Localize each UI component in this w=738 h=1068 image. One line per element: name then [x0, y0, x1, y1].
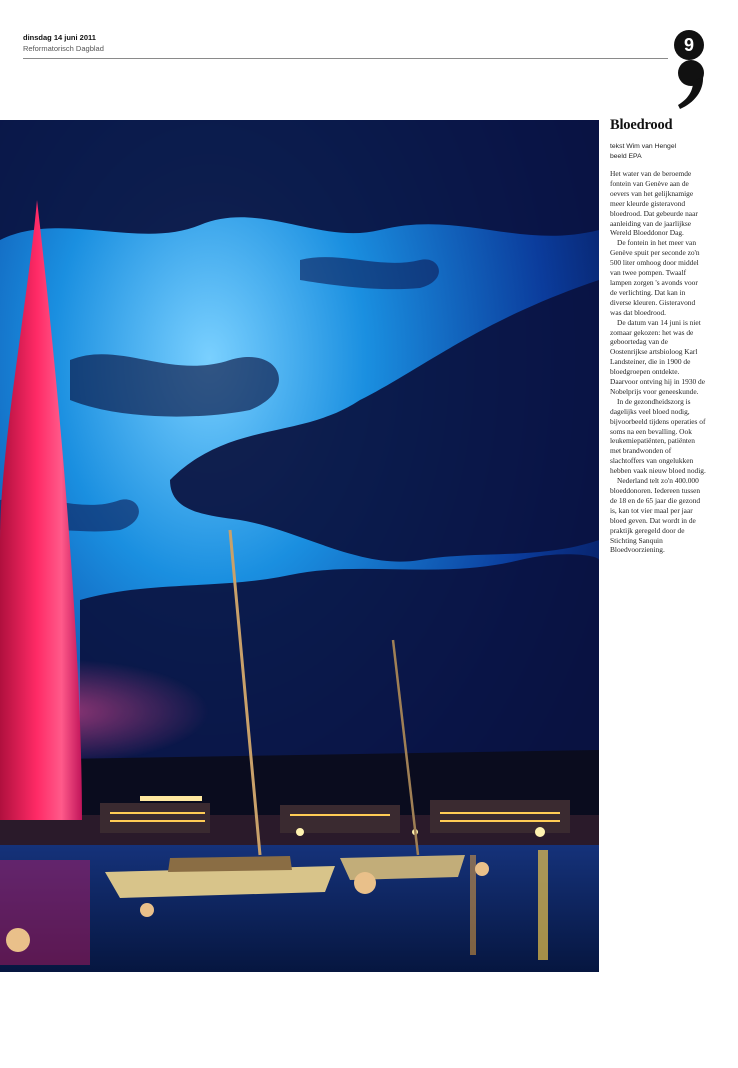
masthead	[23, 33, 104, 53]
publication-name: Reformatorisch Dagblad	[23, 44, 104, 53]
article-paragraph: De datum van 14 juni is niet zomaar gekozen: het was de geboortedag van de Oostenrijkse artsbioloog Karl Landsteiner, die in 1900 de bloedgroepen ontdekte. Daarvoor ontving hij in 1930 de Nobelprijs voor geneeskunde.	[610, 317, 706, 396]
article-paragraph: Nederland telt zo'n 400.000 bloeddonoren. Iedereen tussen de 18 en de 65 jaar die gezond is, kan tot vier maal per jaar bloed geven. Dat wordt in de praktijk geregeld door de Stichting Sanquin Bloedvoorziening.	[610, 476, 701, 555]
header-rule	[23, 58, 668, 59]
issue-date: dinsdag 14 juni 2011	[23, 33, 96, 42]
article-body	[610, 169, 706, 555]
article-sidebar	[610, 117, 706, 555]
photo-credit: beeld EPA	[610, 152, 642, 160]
page-number: 9	[674, 30, 704, 60]
comma-logo-icon	[672, 58, 708, 110]
article-paragraph: Het water van de beroemde fontein van Genève aan de oevers van het gelijknamige meer kleurde gisteravond bloedrood. Dat gebeurde naar aanleiding van de jaarlijkse Wereld Bloeddonor Dag.	[610, 169, 698, 238]
article-paragraph: De fontein in het meer van Genève spuit per seconde zo'n 500 liter omhoog door middel van twee pompen. Twaalf lampen zorgen 's avonds voor de verlichting. Dat kan in diverse kleuren. Gisteravond was dat bloedrood.	[610, 238, 700, 317]
article-paragraph: In de gezondheidszorg is dagelijks veel bloed nodig, bijvoorbeeld tijdens operaties of soms na een bevalling. Ook leukemiepatiënten, patiënten met brandwonden of slachtoffers van ongelukken hebben vaak nieuw bloed nodig.	[610, 396, 706, 476]
article-credits	[610, 142, 706, 161]
text-credit: tekst Wim van Hengel	[610, 143, 677, 150]
fountain-photo	[0, 120, 599, 972]
article-headline: Bloedrood	[610, 117, 673, 133]
